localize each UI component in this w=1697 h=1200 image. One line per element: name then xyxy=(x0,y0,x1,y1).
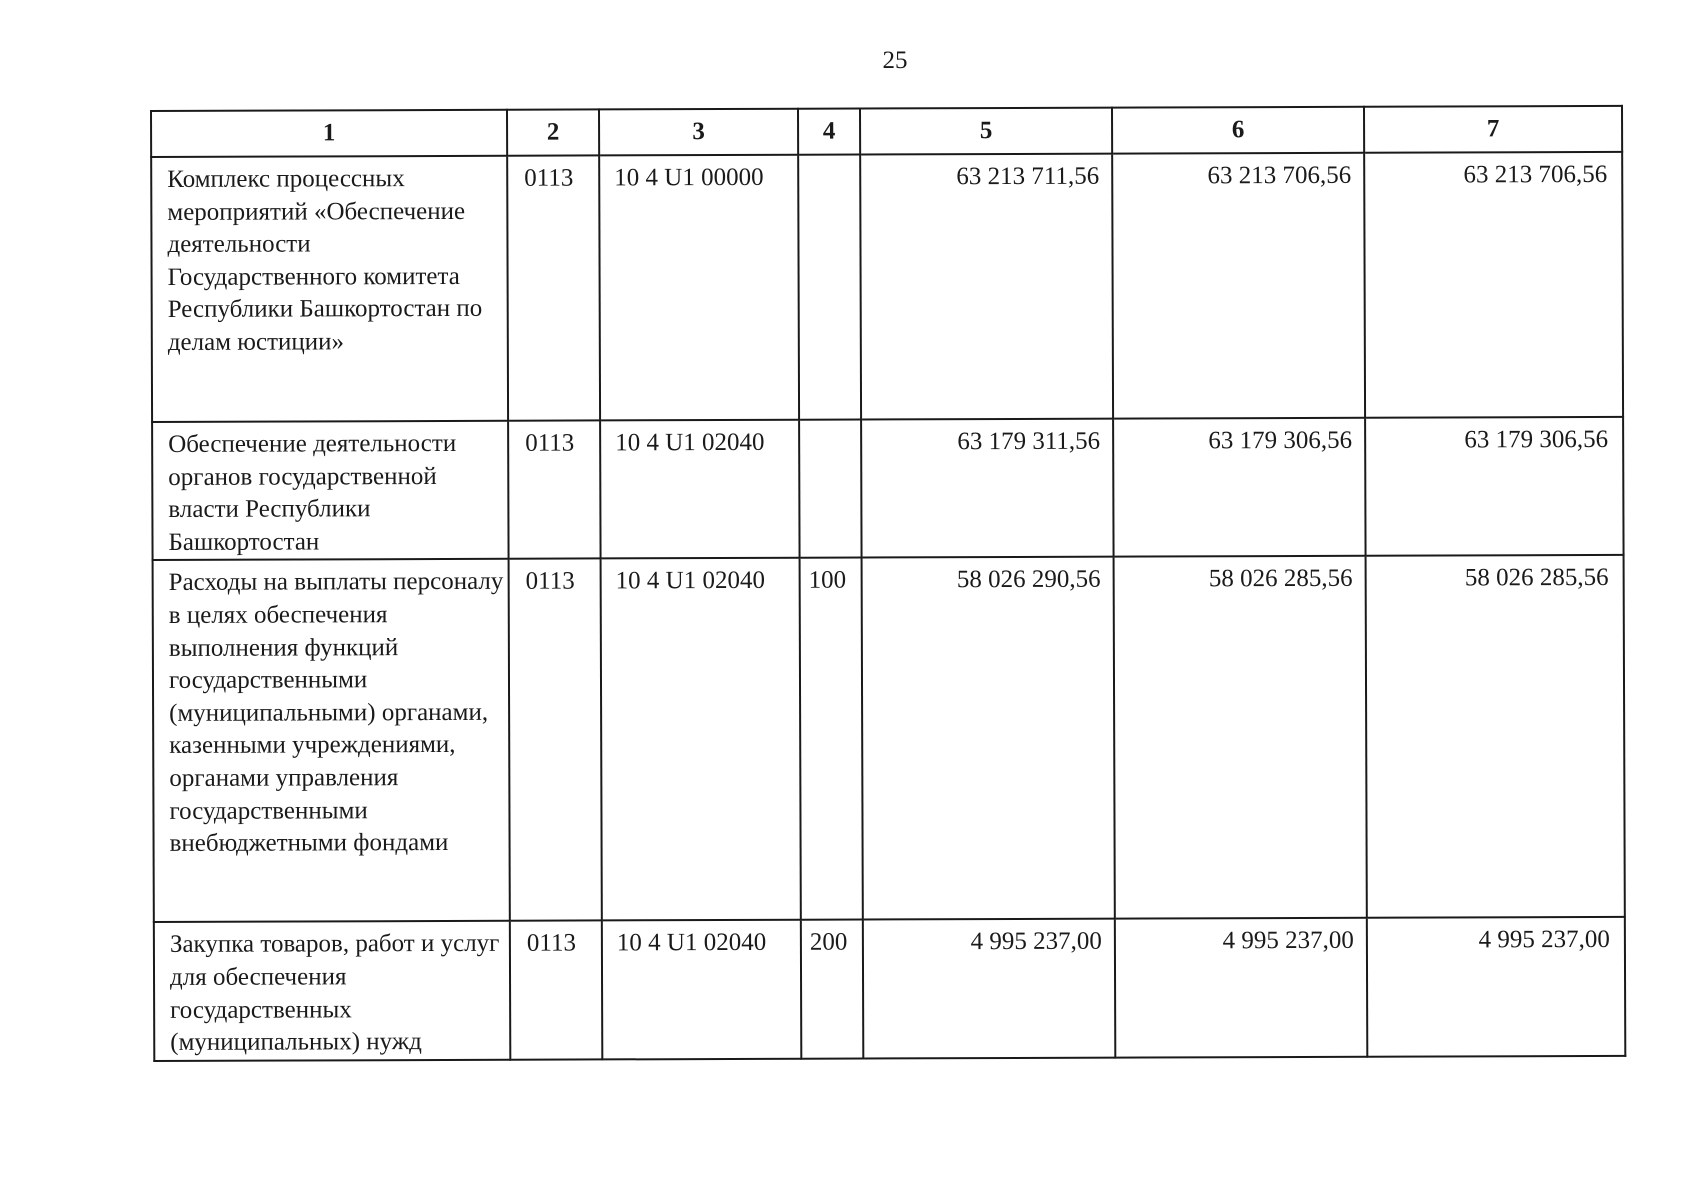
header-col-6: 6 xyxy=(1112,107,1364,154)
row-sum-5: 58 026 290,56 xyxy=(862,557,1115,920)
row-rz: 0113 xyxy=(507,155,600,420)
row-name-cell xyxy=(151,156,508,422)
row-name: Комплекс процессных мероприятий «Обеспечение деятельности Государственного комитета Республики Башкортостан по делам юстиции» xyxy=(167,165,483,356)
header-col-2: 2 xyxy=(507,109,599,155)
row-sum-6: 63 213 706,56 xyxy=(1112,153,1365,419)
budget-table xyxy=(150,105,1626,1062)
row-name-cell xyxy=(153,559,510,922)
row-csr: 10 4 U1 02040 xyxy=(602,920,801,1059)
table-row xyxy=(152,417,1623,561)
row-vr: 200 xyxy=(801,920,863,1059)
row-sum-5: 63 213 711,56 xyxy=(860,154,1113,420)
row-rz: 0113 xyxy=(508,420,600,559)
row-rz: 0113 xyxy=(510,921,602,1060)
row-name-cell xyxy=(154,921,510,1061)
row-name: Обеспечение деятельности органов государственной власти Республики Башкортостан xyxy=(168,429,457,556)
header-col-5: 5 xyxy=(860,108,1112,155)
table-row xyxy=(153,555,1625,922)
row-csr: 10 4 U1 00000 xyxy=(599,155,799,421)
row-name: Закупка товаров, работ и услуг для обеспечения государственных (муниципальных) нужд xyxy=(169,930,500,1057)
row-sum-6: 63 179 306,56 xyxy=(1113,418,1365,557)
row-name-cell xyxy=(152,421,508,561)
row-sum-6: 4 995 237,00 xyxy=(1115,918,1367,1057)
row-vr xyxy=(798,155,861,420)
row-sum-7: 63 179 306,56 xyxy=(1365,417,1623,556)
page-number: 25 xyxy=(882,47,908,74)
row-csr: 10 4 U1 02040 xyxy=(600,420,799,559)
row-rz: 0113 xyxy=(509,559,602,921)
row-vr: 100 xyxy=(800,558,863,920)
table-row xyxy=(154,917,1625,1061)
header-col-4: 4 xyxy=(798,109,860,155)
header-col-1: 1 xyxy=(151,110,507,157)
table-row xyxy=(151,152,1623,422)
row-sum-6: 58 026 285,56 xyxy=(1114,556,1367,919)
row-sum-5: 63 179 311,56 xyxy=(861,419,1113,558)
row-sum-5: 4 995 237,00 xyxy=(863,919,1115,1058)
header-col-7: 7 xyxy=(1364,106,1622,153)
row-sum-7: 58 026 285,56 xyxy=(1366,555,1625,918)
row-csr: 10 4 U1 02040 xyxy=(601,558,801,921)
row-vr xyxy=(799,420,861,559)
row-sum-7: 63 213 706,56 xyxy=(1364,152,1623,418)
row-name: Расходы на выплаты персоналу в целях обеспечения выполнения функций государственными (муниципальными) органами, казенными учреждениями, органами управления государственными внебюджетными фондами xyxy=(168,568,504,858)
header-col-3: 3 xyxy=(599,109,798,156)
table-header-row xyxy=(151,106,1622,157)
row-sum-7: 4 995 237,00 xyxy=(1367,917,1625,1056)
